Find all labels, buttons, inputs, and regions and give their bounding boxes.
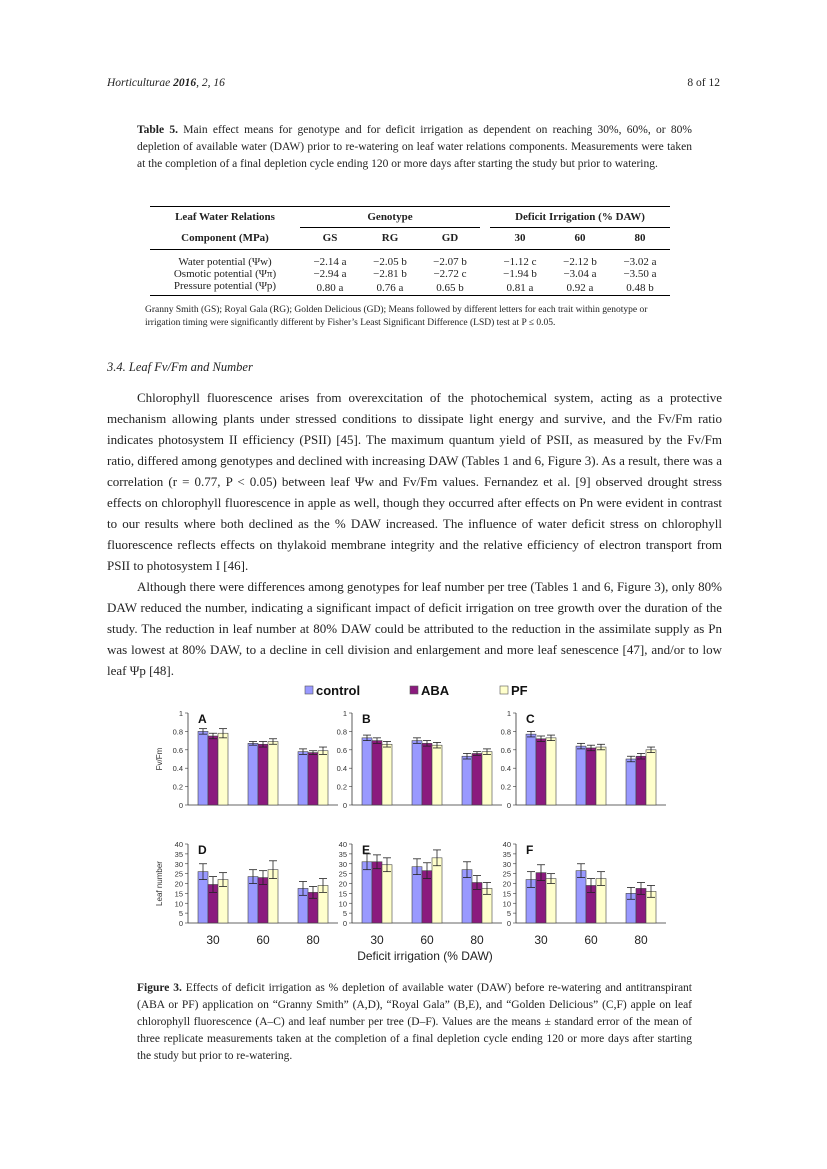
y-tick-label: 35 [502, 849, 511, 859]
table-head-cell: 80 [634, 232, 646, 245]
y-tick-label: 40 [174, 840, 183, 849]
y-tick-label: 5 [506, 909, 511, 919]
table-cell: −3.04 a [563, 268, 597, 280]
y-tick-label: 10 [174, 899, 183, 909]
y-tick-label: 20 [502, 879, 511, 889]
y-tick-label: 35 [174, 849, 183, 859]
y-tick-label: 0.2 [336, 782, 347, 792]
y-tick-label: 15 [174, 889, 183, 899]
y-tick-label: 0 [178, 801, 183, 810]
panel-label: C [526, 712, 535, 726]
panel-label: E [362, 843, 371, 857]
table-header-row-1 [150, 207, 670, 228]
y-tick-label: 1 [342, 709, 347, 718]
table-cell: −3.02 a [623, 256, 657, 268]
panel-label: D [198, 843, 207, 857]
table-cell: −2.12 b [563, 256, 597, 268]
paragraph: Chlorophyll fluorescence arises from overexcitation of the photochemical system, acting as a protective mechanism allowing plants under stressed conditions to dissipate light energy and survive, and the Fv/Fm ratio indicates photosystem II efficiency (PSII) [45]. The maximum quantum yield of PSII, as measured by the Fv/Fm ratio, differed among genotypes and declined with increasing DAW (Tables 1 and 6, Figure 3). As a result, there was a correlation (r = 0.77, P < 0.05) between leaf Ψw and Fv/Fm values. Fernandez et al. [9] observed drought stress effects on chlorophyll fluorescence in apple as well, though they occurred after effects on Pn were evident in contrast to our results where both declined as the % DAW increased. The influence of water deficit stress on chlorophyll fluorescence reflects effects on thylakoid membrane integrity and the relative efficiency of electron transport from PSII to photosystem I [46]. [107, 390, 722, 573]
table-cell: −1.94 b [503, 268, 537, 280]
bar-PF [646, 750, 656, 805]
bar-PF [318, 751, 328, 805]
legend-label: ABA [421, 683, 450, 698]
journal-name: Horticulturae 2016, 2, 16 [107, 77, 225, 89]
y-tick-label: 35 [338, 849, 347, 859]
table-cell: −2.05 b [373, 256, 407, 268]
bar-control [362, 738, 372, 805]
table-head-cell: Component (MPa) [181, 232, 269, 244]
y-tick-label: 15 [502, 889, 511, 899]
y-tick-label: 0.6 [172, 745, 183, 755]
y-tick-label: 10 [502, 899, 511, 909]
y-tick-label: 15 [338, 889, 347, 899]
y-tick-label: 1 [178, 709, 183, 718]
table-row-label: Pressure potential (Ψp) [173, 280, 277, 292]
table-cell: 0.80 a [316, 281, 344, 294]
figure-3 [140, 680, 710, 970]
table-cell: −2.07 b [433, 256, 467, 268]
table-cell: 0.48 b [626, 281, 654, 294]
x-tick-label: 80 [470, 933, 484, 947]
x-tick-label: 30 [206, 933, 220, 947]
bar-ABA [258, 744, 268, 805]
legend-label: control [316, 683, 361, 698]
y-tick-label: 0.2 [172, 782, 183, 792]
table-row [150, 268, 670, 280]
y-tick-label: 0 [506, 801, 511, 810]
y-tick-label: 30 [338, 859, 347, 869]
panel-label: F [526, 843, 534, 857]
bar-ABA [372, 862, 382, 923]
table-head-cell: RG [381, 232, 399, 245]
bar-control [248, 743, 258, 805]
bar-ABA [536, 739, 546, 805]
bar-PF [596, 747, 606, 805]
table-cell: 0.92 a [566, 281, 594, 294]
bar-PF [546, 879, 556, 923]
y-axis-title: Leaf number [155, 861, 164, 906]
y-tick-label: 0 [342, 801, 347, 810]
y-tick-label: 0.6 [500, 745, 511, 755]
table-cell: −2.14 a [313, 256, 347, 268]
y-tick-label: 30 [174, 859, 183, 869]
table-head-cell: Deficit Irrigation (% DAW) [490, 207, 670, 228]
y-tick-label: 0.8 [172, 727, 183, 737]
section-title: 3.4. Leaf Fv/Fm and Number [107, 360, 253, 374]
page-number: 8 of 12 [687, 77, 720, 89]
table-cell: 0.76 a [376, 281, 404, 294]
legend-swatch [410, 686, 418, 694]
bar-ABA [422, 743, 432, 805]
bar-PF [546, 738, 556, 805]
bar-control [298, 752, 308, 805]
table-header-row-2 [150, 227, 670, 250]
y-axis-title: Fv/Fm [155, 747, 164, 771]
bar-ABA [472, 753, 482, 805]
y-tick-label: 5 [342, 909, 347, 919]
legend-swatch [305, 686, 313, 694]
bar-PF [382, 865, 392, 923]
y-tick-label: 0 [342, 919, 347, 928]
y-tick-label: 0.4 [500, 764, 511, 774]
bar-control [412, 741, 422, 805]
y-tick-label: 40 [338, 840, 347, 849]
bar-control [362, 862, 372, 923]
y-tick-label: 0.8 [500, 727, 511, 737]
bar-PF [268, 742, 278, 805]
table-row [150, 280, 670, 296]
y-tick-label: 0.4 [336, 764, 347, 774]
bar-control [626, 759, 636, 805]
table-row [150, 250, 670, 269]
table-caption: Table 5. Main effect means for genotype and for deficit irrigation as dependent on reaching 30%, 60%, or 80% depletion of available water (DAW) prior to re-watering on leaf water relations components. Measurements were taken at the completion of a final depletion cycle ending 120 or more days after starting the study but prior to watering. [137, 124, 692, 170]
bar-PF [432, 745, 442, 805]
bar-control [526, 734, 536, 805]
table-head-cell: 30 [514, 232, 526, 245]
table-cell: −2.72 c [433, 268, 467, 280]
bar-control [198, 731, 208, 805]
paragraph: Although there were differences among genotypes for leaf number per tree (Tables 1 and 6, Figure 3), only 80% DAW reduced the number, indicating a significant impact of deficit irrigation on tree growth over the duration of the study. The reduction in leaf number at 80% DAW could be attributed to the reduction in the assimilate supply as Pn was lowest at 80% DAW, to a decline in cell division and enlargement and more leaf senescence [47], and/or to low leaf Ψp [48]. [107, 579, 722, 678]
table-head-cell: Genotype [300, 207, 480, 228]
y-tick-label: 0 [178, 919, 183, 928]
bar-ABA [308, 753, 318, 805]
y-tick-label: 0.2 [500, 782, 511, 792]
table-row-label: Osmotic potential (Ψπ) [173, 268, 277, 280]
y-tick-label: 25 [502, 869, 511, 879]
y-tick-label: 5 [178, 909, 183, 919]
y-tick-label: 40 [502, 840, 511, 849]
x-tick-label: 60 [256, 933, 270, 947]
x-tick-label: 80 [634, 933, 648, 947]
bar-control [412, 867, 422, 923]
table-footnote: Granny Smith (GS); Royal Gala (RG); Golden Delicious (GD); Means followed by different letters for each trait within genotype or irrigation timing were significantly different by Fisher’s Least Significant Difference (LSD) test at P ≤ 0.05. [145, 305, 648, 328]
legend-label: PF [511, 683, 528, 698]
y-tick-label: 25 [174, 869, 183, 879]
x-tick-label: 80 [306, 933, 320, 947]
table-head-cell: Leaf Water Relations [175, 211, 275, 223]
x-tick-label: 60 [420, 933, 434, 947]
legend-swatch [500, 686, 508, 694]
body-text [107, 387, 722, 681]
y-tick-label: 30 [502, 859, 511, 869]
table-head-cell: 60 [574, 232, 586, 245]
bar-ABA [208, 736, 218, 805]
table-cell: −1.12 c [503, 256, 537, 268]
bar-control [462, 756, 472, 805]
bar-ABA [586, 748, 596, 805]
table-head-cell: GD [441, 232, 459, 245]
bar-PF [382, 744, 392, 805]
bar-control [576, 746, 586, 805]
bar-chart-figure [140, 680, 710, 970]
table-cell: 0.65 b [436, 281, 464, 294]
table-row-label: Water potential (Ψw) [178, 256, 272, 268]
y-tick-label: 25 [338, 869, 347, 879]
bar-ABA [372, 741, 382, 805]
table-5 [150, 206, 670, 296]
y-tick-label: 0 [506, 919, 511, 928]
table-cell: 0.81 a [506, 281, 534, 294]
table-cell: −2.81 b [373, 268, 407, 280]
x-tick-label: 30 [370, 933, 384, 947]
bar-PF [432, 858, 442, 923]
table-cell: −2.94 a [313, 268, 347, 280]
bar-ABA [636, 756, 646, 805]
bar-PF [482, 752, 492, 805]
y-tick-label: 0.8 [336, 727, 347, 737]
y-tick-label: 1 [506, 709, 511, 718]
x-tick-label: 60 [584, 933, 598, 947]
x-axis-title: Deficit irrigation (% DAW) [357, 949, 493, 963]
panel-label: A [198, 712, 207, 726]
y-tick-label: 20 [338, 879, 347, 889]
y-tick-label: 0.6 [336, 745, 347, 755]
x-tick-label: 30 [534, 933, 548, 947]
running-header [107, 77, 720, 89]
table-cell: −3.50 a [623, 268, 657, 280]
bar-PF [218, 733, 228, 805]
figure-caption: Figure 3. Effects of deficit irrigation as % depletion of available water (DAW) before re-watering and antitranspirant (ABA or PF) application on “Granny Smith” (A,D), “Royal Gala” (B,E), and “Golden Delicious” (C,F) apple on leaf chlorophyll fluorescence (A–C) and leaf number per tree (D–F). Values are the means ± standard error of the mean of three replicate measurements taken at the completion of a final depletion cycle ending 120 or more days after starting the study but prior to re-watering. [137, 982, 692, 1062]
y-tick-label: 0.4 [172, 764, 183, 774]
bar-control [576, 871, 586, 923]
y-tick-label: 20 [174, 879, 183, 889]
panel-label: B [362, 712, 371, 726]
y-tick-label: 10 [338, 899, 347, 909]
table-head-cell: GS [322, 232, 338, 245]
